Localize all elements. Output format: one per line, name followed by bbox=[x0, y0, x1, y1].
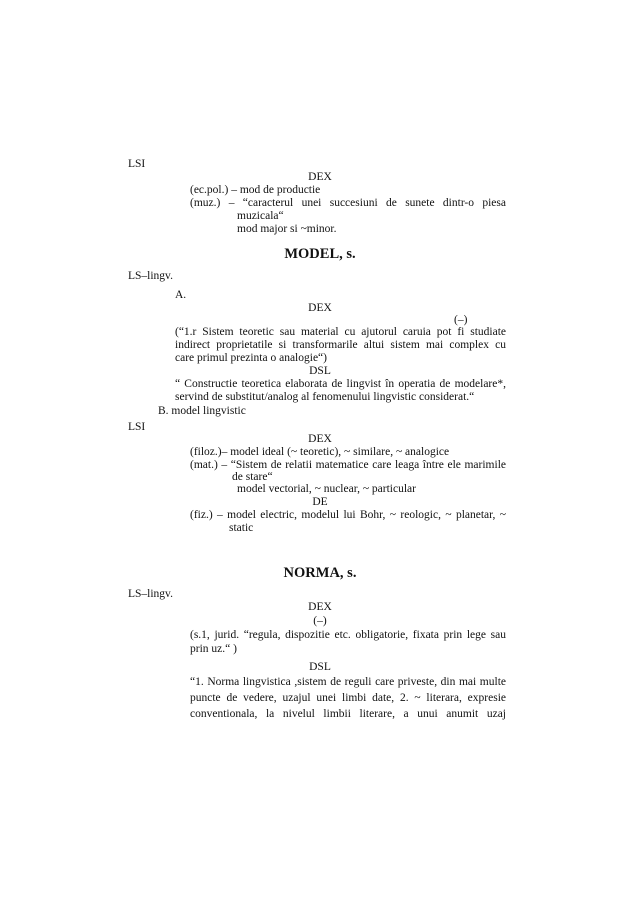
model-dsl-line2: servind de substitut/analog al fenomenului lingvistic considerat.“ bbox=[175, 391, 475, 403]
model-lsi-label: LSI bbox=[128, 421, 146, 433]
muz-definition-line2: muzicala“ bbox=[237, 210, 284, 222]
model-dex-label: DEX bbox=[308, 302, 332, 314]
norma-ls-label: LS–lingv. bbox=[128, 588, 173, 600]
fiz-definition-line1: (fiz.) – model electric, modelul lui Bohr, ~ reologic, ~ planetar, ~ bbox=[190, 509, 506, 521]
norma-dsl-line3: conventionala, la nivelul limbii literare, a unui anumit uzaj bbox=[190, 708, 506, 720]
fiz-definition-line2: static bbox=[229, 522, 254, 534]
norma-definition-line1: (s.1, jurid. “regula, dispozitie etc. obligatorie, fixata prin lege sau bbox=[190, 629, 506, 641]
norma-dsl-line1: “1. Norma lingvistica ,sistem de reguli care priveste, din mai multe bbox=[190, 676, 506, 688]
model-dash: (–) bbox=[454, 314, 468, 326]
norma-dash: (–) bbox=[313, 615, 327, 627]
norma-definition-line2: prin uz.“ ) bbox=[190, 643, 237, 655]
mat-definition-line1: (mat.) – “Sistem de relatii matematice care leaga între ele marimile bbox=[190, 459, 506, 471]
model-heading: MODEL, s. bbox=[284, 246, 356, 262]
model-dsl-line1: “ Constructie teoretica elaborata de lingvist în operatia de modelare*, bbox=[175, 378, 506, 390]
model-b-label: B. model lingvistic bbox=[158, 405, 246, 417]
muz-definition-line1: (muz.) – “caracterul unei succesiuni de sunete dintr-o piesa bbox=[190, 197, 506, 209]
model-definition-line2: indirect proprietatile si transformarile altui sistem mai complex cu bbox=[175, 339, 506, 351]
model-a-label: A. bbox=[175, 289, 187, 301]
model-ls-label: LS–lingv. bbox=[128, 270, 173, 282]
model-definition-line3: care primul prezinta o analogie“) bbox=[175, 352, 327, 364]
mat-definition-line3: model vectorial, ~ nuclear, ~ particular bbox=[237, 483, 416, 495]
norma-dsl-line2: puncte de vedere, uzajul unei limbi date, 2. ~ literara, expresie bbox=[190, 692, 506, 704]
norma-heading: NORMA, s. bbox=[283, 565, 357, 581]
model-definition-line1: (“1.r Sistem teoretic sau material cu ajutorul caruia pot fi studiate bbox=[175, 326, 506, 338]
model-dsl-label: DSL bbox=[309, 365, 331, 377]
ecpol-definition: (ec.pol.) – mod de productie bbox=[190, 184, 321, 196]
dex-label: DEX bbox=[308, 171, 332, 183]
model-de-label: DE bbox=[312, 496, 328, 508]
filoz-definition: (filoz.)– model ideal (~ teoretic), ~ similare, ~ analogice bbox=[190, 446, 450, 458]
muz-definition-line3: mod major si ~minor. bbox=[237, 223, 337, 235]
model-dex2-label: DEX bbox=[308, 433, 332, 445]
lsi-label: LSI bbox=[128, 158, 146, 170]
norma-dex-label: DEX bbox=[308, 601, 332, 613]
norma-dsl-label: DSL bbox=[309, 661, 331, 673]
mat-definition-line2: de stare“ bbox=[232, 471, 273, 483]
